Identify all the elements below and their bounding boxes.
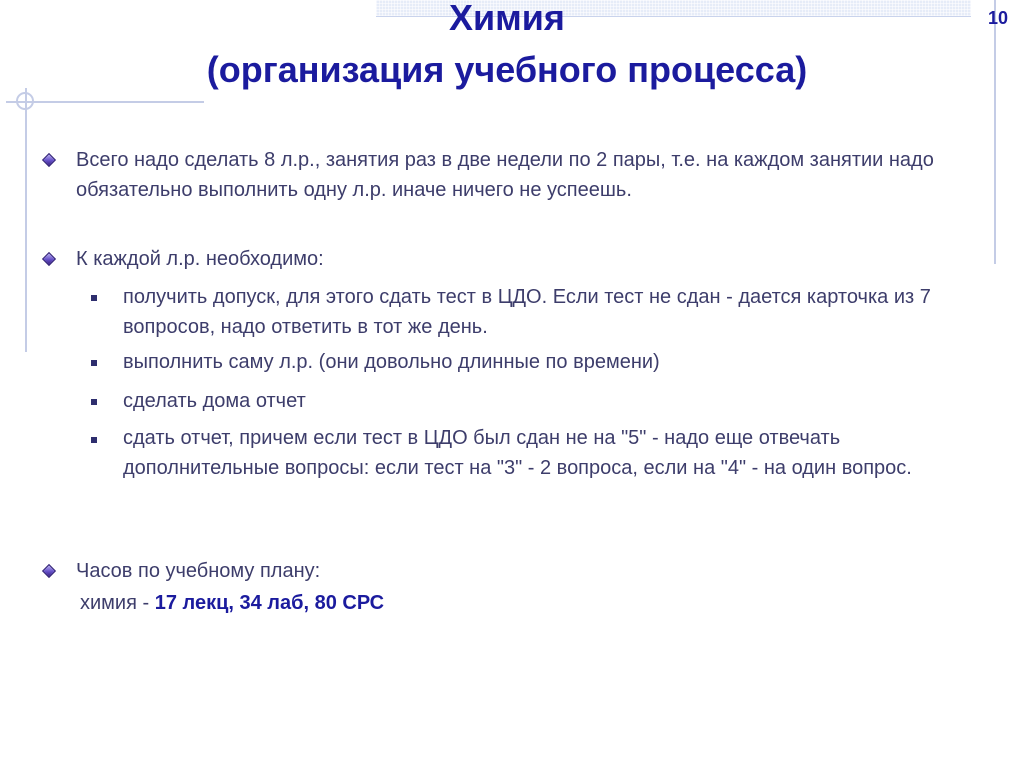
sub-bullet-admission: получить допуск, для этого сдать тест в ЦДО. Если тест не сдан - дается карточка из 7 вопросов, надо ответить в тот же день. (123, 286, 931, 338)
square-bullet-icon (91, 399, 97, 405)
bullet-each-lab: К каждой л.р. необходимо: (76, 248, 324, 270)
slide-number: 10 (987, 8, 1009, 28)
sub-bullet-submit-report: сдать отчет, причем если тест в ЦДО был сдан не на "5" - надо еще отвечать дополнительные вопросы: если тест на "3" - 2 вопроса, если на "4" - на один вопрос. (123, 427, 912, 479)
study-hours-subject: химия - (80, 592, 155, 614)
study-hours-detail (80, 588, 384, 618)
diamond-bullet-icon (42, 153, 56, 167)
sub-bullet-perform-lab: выполнить саму л.р. (они довольно длинные по времени) (123, 351, 660, 373)
square-bullet-icon (91, 360, 97, 366)
bullet-lab-count: Всего надо сделать 8 л.р., занятия раз в две недели по 2 пары, т.е. на каждом занятии надо обязательно выполнить одну л.р. иначе ничего не успеешь. (76, 149, 934, 201)
square-bullet-icon (91, 295, 97, 301)
bullet-study-hours: Часов по учебному плану: (76, 560, 321, 582)
square-bullet-icon (91, 437, 97, 443)
study-hours-values: 17 лекц, 34 лаб, 80 СРС (154, 592, 385, 614)
slide-title-line1: Химия (449, 0, 565, 38)
diamond-bullet-icon (42, 252, 56, 266)
diamond-bullet-icon (42, 564, 56, 578)
sub-bullet-report-home: сделать дома отчет (123, 390, 306, 412)
slide-title-line2: (организация учебного процесса) (206, 49, 808, 90)
